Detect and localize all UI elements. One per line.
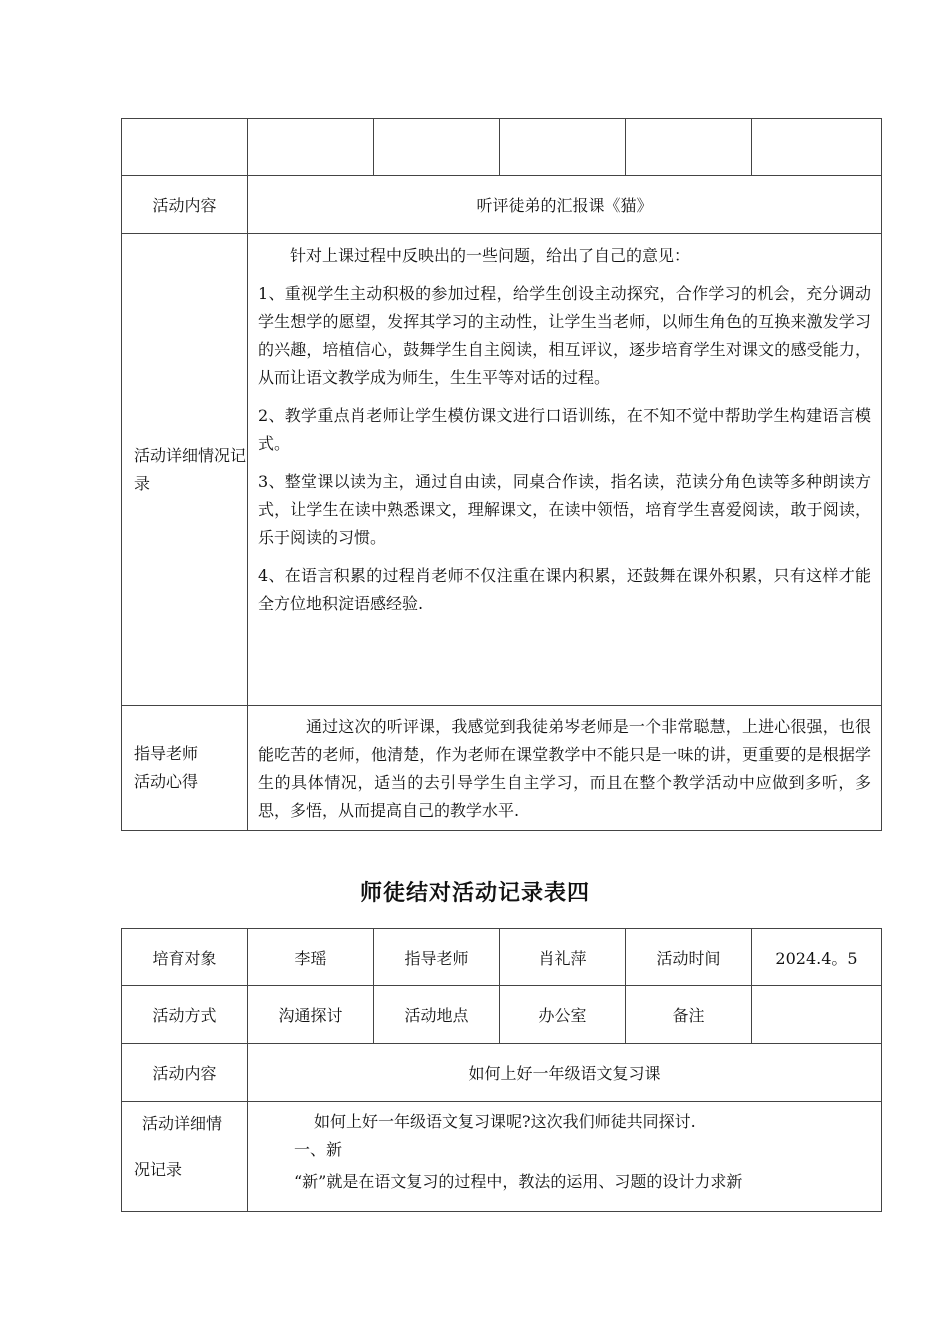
mentor-label-line: 活动心得 [134, 772, 199, 791]
content-label: 活动内容 [122, 176, 248, 234]
detail-content [248, 1102, 882, 1212]
table-row [122, 986, 882, 1044]
detail-label-line: 况记录 [134, 1160, 183, 1179]
detail-line: “新”就是在语文复习的过程中，教法的运用、习题的设计力求新 [294, 1172, 743, 1191]
time-label: 活动时间 [626, 929, 752, 986]
trainee-value: 李瑶 [248, 929, 374, 986]
detail-paragraph: 4、在语言积累的过程肖老师不仅注重在课内积累，还鼓舞在课外积累，只有这样才能全方位地积淀语感经验. [258, 566, 871, 613]
location-value: 办公室 [500, 986, 626, 1044]
empty-cell [500, 119, 626, 176]
table-row [122, 119, 882, 176]
table-row [122, 1102, 882, 1212]
empty-cell [626, 119, 752, 176]
time-value: 2024.4。5 [752, 929, 882, 986]
detail-label [122, 1102, 248, 1212]
mentor-text: 通过这次的听评课，我感觉到我徒弟岑老师是一个非常聪慧，上进心很强，也很能吃苦的老师，他清楚，作为老师在课堂教学中不能只是一味的讲，更重要的是根据学生的具体情况，适当的去引导学生自主学习，而且在整个教学活动中应做到多听，多思，多悟，从而提高自己的教学水平. [258, 717, 871, 820]
method-value: 沟通探讨 [248, 986, 374, 1044]
trainee-label: 培育对象 [122, 929, 248, 986]
detail-paragraph: 针对上课过程中反映出的一些问题，给出了自己的意见： [290, 246, 691, 265]
mentor-label-line: 指导老师 [134, 744, 199, 763]
mentor-label [122, 706, 248, 831]
detail-line: 如何上好一年级语文复习课呢?这次我们师徒共同探讨. [314, 1112, 696, 1131]
mentor-label: 指导老师 [374, 929, 500, 986]
empty-cell [374, 119, 500, 176]
activity-record-table-4 [121, 928, 882, 1212]
empty-cell [752, 119, 882, 176]
detail-content [248, 234, 882, 706]
remark-label: 备注 [626, 986, 752, 1044]
location-label: 活动地点 [374, 986, 500, 1044]
remark-value [752, 986, 882, 1044]
mentor-reflection [248, 706, 882, 831]
content-value: 听评徒弟的汇报课《猫》 [248, 176, 882, 234]
activity-record-table-3 [121, 118, 882, 831]
detail-paragraph: 1、重视学生主动积极的参加过程，给学生创设主动探究，合作学习的机会，充分调动学生想学的愿望，发挥其学习的主动性，让学生当老师，以师生角色的互换来激发学习的兴趣，培植信心，鼓舞学生自主阅读，相互评议，逐步培育学生对课文的感受能力，从而让语文教学成为师生，生生平等对话的过程。 [258, 284, 871, 387]
table-row [122, 929, 882, 986]
page-title: 师徒结对活动记录表四 [359, 880, 590, 906]
detail-label-line: 活动详细情 [142, 1114, 223, 1133]
table-row [122, 176, 882, 234]
content-value: 如何上好一年级语文复习课 [248, 1044, 882, 1102]
content-label: 活动内容 [122, 1044, 248, 1102]
detail-label: 活动详细情况记录 [122, 234, 248, 706]
empty-cell [122, 119, 248, 176]
detail-line: 一、新 [294, 1140, 343, 1159]
table-row [122, 234, 882, 706]
detail-paragraph: 3、整堂课以读为主，通过自由读，同桌合作读，指名读，范读分角色读等多种朗读方式，让学生在读中熟悉课文，理解课文，在读中领悟，培育学生喜爱阅读，敢于阅读，乐于阅读的习惯。 [258, 472, 871, 547]
method-label: 活动方式 [122, 986, 248, 1044]
empty-cell [248, 119, 374, 176]
table-row [122, 1044, 882, 1102]
detail-paragraph: 2、教学重点肖老师让学生模仿课文进行口语训练，在不知不觉中帮助学生构建语言模式。 [258, 406, 871, 453]
table-row [122, 706, 882, 831]
mentor-value: 肖礼萍 [500, 929, 626, 986]
